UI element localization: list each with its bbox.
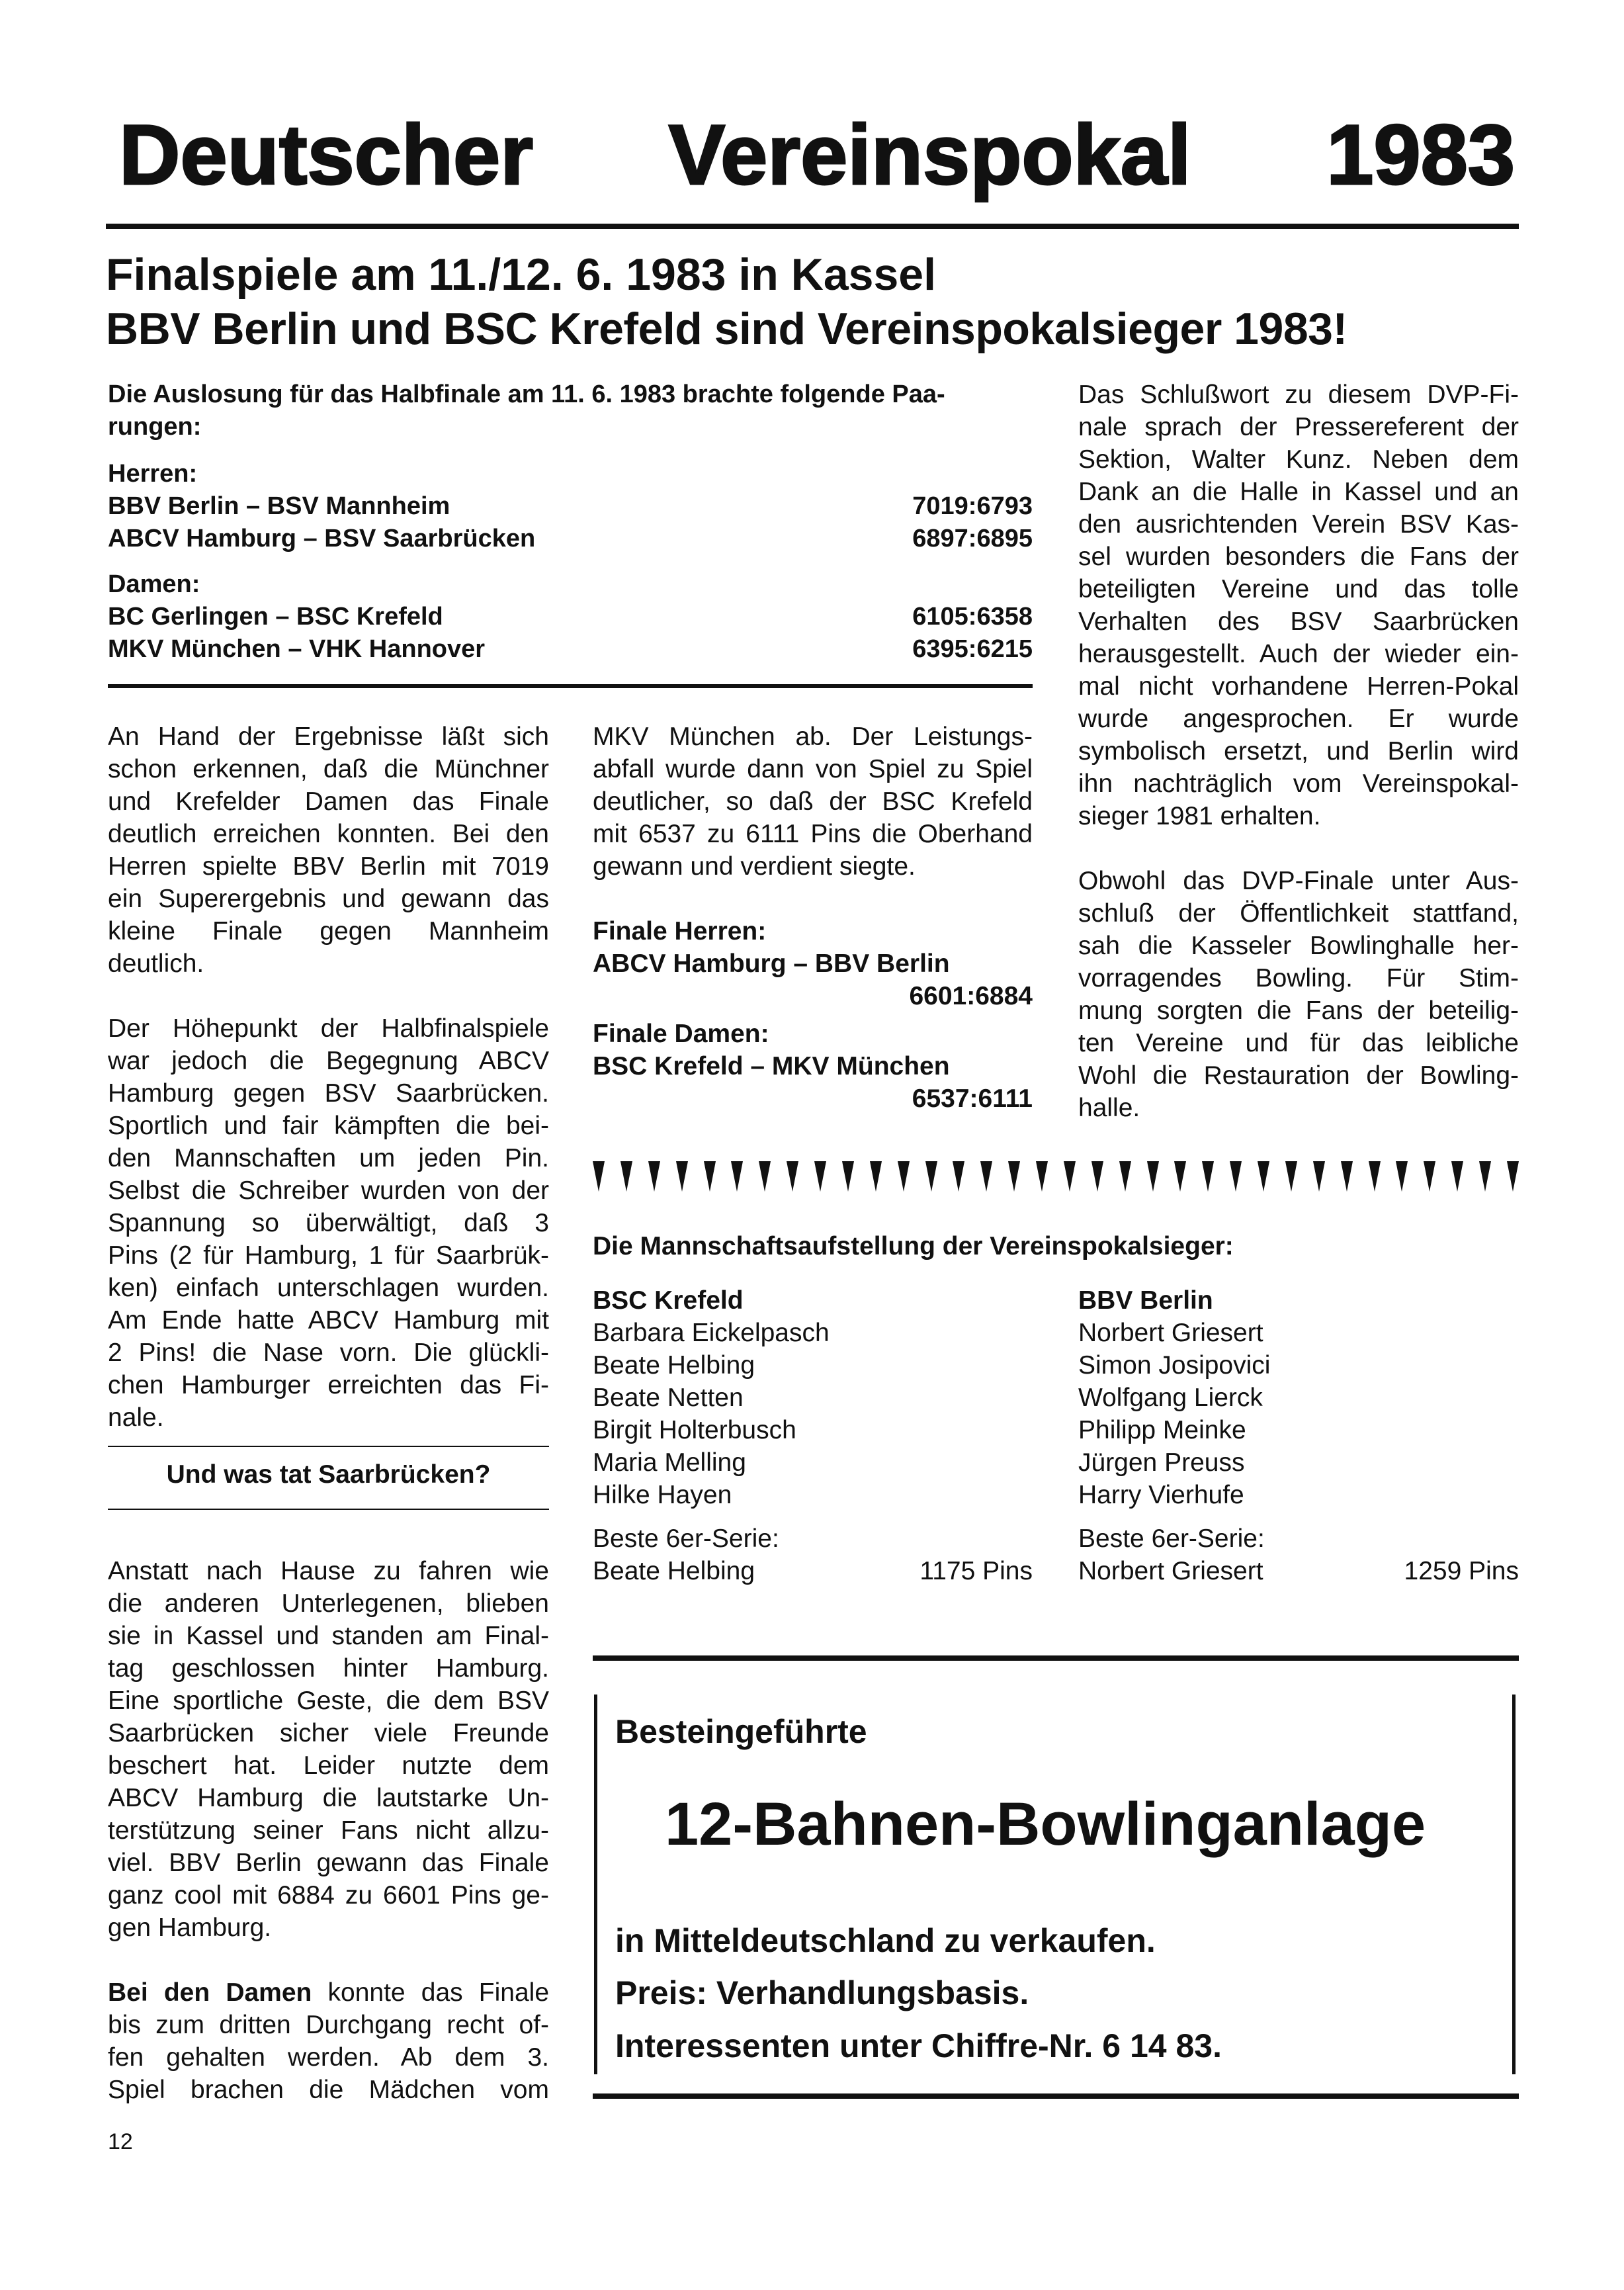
text-line: Sportlich und fair kämpften die bei- xyxy=(108,1112,549,1140)
chevron-icon xyxy=(1008,1161,1020,1192)
ad-rule-top xyxy=(593,1655,1519,1661)
ad-border-right xyxy=(1512,1695,1516,2074)
text-line: symbolisch ersetzt, und Berlin wird xyxy=(1078,737,1519,766)
text-line: sieger 1981 erhalten. xyxy=(1078,802,1321,830)
title-word: 1983 xyxy=(1326,108,1515,202)
chevron-icon xyxy=(1119,1161,1131,1192)
chevron-icon xyxy=(1091,1161,1103,1192)
chevron-icon xyxy=(1479,1161,1491,1192)
ad-border-left xyxy=(594,1695,597,2074)
text-line: mung sorgten die Fans der beteilig- xyxy=(1078,996,1519,1025)
text-line: die anderen Unterlegenen, blieben xyxy=(108,1589,549,1618)
draw-intro: Die Auslosung für das Halbfinale am 11. 6. 1983 brachte folgende Paa- xyxy=(108,380,945,408)
match: BC Gerlingen – BSC Krefeld xyxy=(108,603,443,631)
text-line: war jedoch die Begegnung ABCV xyxy=(108,1047,549,1075)
text-line: Der Höhepunkt der Halbfinalspiele xyxy=(108,1014,549,1043)
text-line: Selbst die Schreiber wurden von der xyxy=(108,1176,549,1205)
team-berlin xyxy=(1078,1284,1519,1587)
player: Hilke Hayen xyxy=(593,1481,732,1509)
team-name: BBV Berlin xyxy=(1078,1286,1213,1315)
chevron-icon xyxy=(620,1161,632,1192)
text-line: ten Vereine und für das leibliche xyxy=(1078,1029,1519,1057)
text-line: kleine Finale gegen Mannheim xyxy=(108,917,549,946)
chevron-icon xyxy=(759,1161,771,1192)
ad-line-4: Interessenten unter Chiffre-Nr. 6 14 83. xyxy=(615,2027,1222,2064)
player: Harry Vierhufe xyxy=(1078,1481,1244,1509)
chevron-icon xyxy=(704,1161,716,1192)
damen-label: Damen: xyxy=(108,570,200,598)
finale-herren-match: ABCV Hamburg – BBV Berlin xyxy=(593,949,950,978)
article-column-1 xyxy=(108,721,549,1434)
text-line: mit 6537 zu 6111 Pins die Oberhand xyxy=(593,820,1033,848)
chevron-icon xyxy=(953,1161,964,1192)
section-rule-top xyxy=(108,1446,549,1447)
text-line: tag geschlossen hinter Hamburg. xyxy=(108,1654,549,1683)
team-krefeld xyxy=(593,1284,1033,1587)
chevron-icon xyxy=(925,1161,937,1192)
text-line: den Mannschaften um jeden Pin. xyxy=(108,1144,549,1172)
ad-line-1: Besteingeführte xyxy=(615,1713,867,1750)
score: 7019:6793 xyxy=(912,492,1033,520)
player: Wolfgang Lierck xyxy=(1078,1384,1263,1412)
draw-row xyxy=(108,601,1033,633)
text-line: 2 Pins! die Nase vorn. Die glückli- xyxy=(108,1339,549,1367)
paragraphs xyxy=(108,1555,549,1944)
chevron-icon xyxy=(1147,1161,1159,1192)
player: Norbert Griesert xyxy=(1078,1319,1263,1347)
finale-herren-score: 6601:6884 xyxy=(909,982,1033,1010)
chevron-icon xyxy=(1451,1161,1463,1192)
text-line: mal nicht vorhandene Herren-Pokal xyxy=(1078,672,1519,701)
player: Maria Melling xyxy=(593,1448,746,1477)
text-line: Wohl die Restauration der Bowling- xyxy=(1078,1061,1519,1090)
finale-damen-score: 6537:6111 xyxy=(912,1084,1033,1113)
section-heading: Und was tat Saarbrücken? xyxy=(166,1460,491,1489)
best-pins: 1259 Pins xyxy=(1404,1557,1519,1585)
text: konnte das Finale xyxy=(312,1978,550,2007)
text-line: beschert hat. Leider nutzte dem xyxy=(108,1751,549,1780)
player: Simon Josipovici xyxy=(1078,1351,1271,1380)
finals-results xyxy=(593,915,1033,1115)
text-line: bis zum dritten Durchgang recht of- xyxy=(108,2011,549,2039)
chevron-icon xyxy=(814,1161,826,1192)
best-series-label: Beste 6er-Serie: xyxy=(1078,1524,1265,1553)
text-line: schon erkennen, daß die Münchner xyxy=(108,755,549,783)
player: Philipp Meinke xyxy=(1078,1416,1246,1444)
text-line: den ausrichtenden Verein BSV Kas- xyxy=(1078,510,1519,539)
text-line: Verhalten des BSV Saarbrücken xyxy=(1078,607,1519,636)
text-line: Anstatt nach Hause zu fahren wie xyxy=(108,1557,549,1585)
player: Barbara Eickelpasch xyxy=(593,1319,830,1347)
text-line: Saarbrücken sicher viele Freunde xyxy=(108,1719,549,1747)
chevron-icon xyxy=(1313,1161,1325,1192)
text-line: Herren spielte BBV Berlin mit 7019 xyxy=(108,852,549,881)
draw-row xyxy=(108,490,1033,523)
finale-herren-label: Finale Herren: xyxy=(593,917,767,946)
chevron-icon xyxy=(1396,1161,1408,1192)
title-rule xyxy=(106,224,1519,229)
text-line: terstützung seiner Fans nicht allzu- xyxy=(108,1816,549,1845)
text-line: halle. xyxy=(1078,1094,1140,1122)
text-line: sel wurden besonders die Fans der xyxy=(1078,543,1519,571)
text-line: vorragendes Bowling. Für Stim- xyxy=(1078,964,1519,992)
chevron-icon xyxy=(1341,1161,1353,1192)
chevron-icon xyxy=(1285,1161,1297,1192)
paragraphs xyxy=(593,721,1033,883)
score: 6105:6358 xyxy=(912,603,1033,631)
ad-line-3: Preis: Verhandlungsbasis. xyxy=(615,1974,1029,2011)
text-line: chen Hamburger erreichten das Fi- xyxy=(108,1371,549,1399)
subtitle-line-2: BBV Berlin und BSC Krefeld sind Vereinspokalsieger 1983! xyxy=(106,304,1347,354)
chevron-icon xyxy=(870,1161,882,1192)
best-player: Norbert Griesert xyxy=(1078,1557,1263,1585)
chevron-icon xyxy=(731,1161,743,1192)
team-name: BSC Krefeld xyxy=(593,1286,744,1315)
draw-intro: rungen: xyxy=(108,413,202,441)
best-pins: 1175 Pins xyxy=(919,1557,1033,1585)
article-column-2 xyxy=(593,721,1033,1115)
semifinal-draw xyxy=(108,378,1033,666)
finale-damen-match: BSC Krefeld – MKV München xyxy=(593,1052,950,1080)
chevron-icon xyxy=(1424,1161,1435,1192)
text-line: gen Hamburg. xyxy=(108,1914,272,1942)
best-player: Beate Helbing xyxy=(593,1557,755,1585)
text-line: herausgestellt. Auch der wieder ein- xyxy=(1078,640,1519,668)
match: MKV München – VHK Hannover xyxy=(108,635,486,663)
chevron-icon xyxy=(1258,1161,1269,1192)
chevron-icon xyxy=(676,1161,688,1192)
player: Beate Helbing xyxy=(593,1351,755,1380)
text-line: wurde angesprochen. Er wurde xyxy=(1078,705,1519,733)
text-line: Spiel brachen die Mädchen vom xyxy=(108,2076,549,2104)
title-word: Deutscher xyxy=(119,108,533,202)
chevron-icon xyxy=(1036,1161,1048,1192)
draw-rule xyxy=(108,684,1033,688)
page-title xyxy=(119,106,1515,205)
text-line: ihn nachträglich vom Vereinspokal- xyxy=(1078,770,1519,798)
draw-row xyxy=(108,523,1033,555)
chevron-icon xyxy=(648,1161,660,1192)
chevron-icon xyxy=(787,1161,798,1192)
score: 6395:6215 xyxy=(912,635,1033,663)
title-word: Vereinspokal xyxy=(668,108,1191,202)
ad-line-2: in Mitteldeutschland zu verkaufen. xyxy=(615,1922,1156,1959)
text-line: Obwohl das DVP-Finale unter Aus- xyxy=(1078,867,1519,895)
text-line xyxy=(108,1976,549,2009)
ad-rule-bottom xyxy=(593,2093,1519,2099)
chevron-icon xyxy=(1507,1161,1519,1192)
text-line: sie in Kassel und standen am Final- xyxy=(108,1622,549,1650)
article-column-1b xyxy=(108,1555,549,2106)
paragraphs xyxy=(1078,378,1519,1124)
text-line: nale. xyxy=(108,1403,164,1432)
text-line: deutlicher, so daß der BSC Krefeld xyxy=(593,787,1033,816)
chevron-icon xyxy=(980,1161,992,1192)
section-rule-bottom xyxy=(108,1509,549,1510)
text-line: schluß der Öffentlichkeit stattfand, xyxy=(1078,899,1519,928)
text-line: deutlich. xyxy=(108,949,204,978)
text-line: Sektion, Walter Kunz. Neben dem xyxy=(1078,445,1519,474)
chevron-icon xyxy=(1369,1161,1381,1192)
paragraphs xyxy=(108,721,549,1434)
score: 6897:6895 xyxy=(912,525,1033,552)
text-line: und Krefelder Damen das Finale xyxy=(108,787,549,816)
player: Birgit Holterbusch xyxy=(593,1416,796,1444)
text-line: nale sprach der Pressereferent der xyxy=(1078,413,1519,441)
text-line: abfall wurde dann von Spiel zu Spiel xyxy=(593,755,1033,783)
page-number: 12 xyxy=(108,2129,133,2154)
text-line: Am Ende hatte ABCV Hamburg mit xyxy=(108,1306,549,1335)
player: Beate Netten xyxy=(593,1384,744,1412)
chevron-icon xyxy=(1230,1161,1242,1192)
chevron-icon xyxy=(593,1161,605,1192)
text-line: An Hand der Ergebnisse läßt sich xyxy=(108,723,549,751)
text-line: sah die Kasseler Bowlinghalle her- xyxy=(1078,932,1519,960)
match: BBV Berlin – BSV Mannheim xyxy=(108,492,450,520)
text-line: deutlich erreichen konnten. Bei den xyxy=(108,820,549,848)
text-line: ganz cool mit 6884 zu 6601 Pins ge- xyxy=(108,1881,549,1910)
text-line: ken) einfach unterschlagen wurden. xyxy=(108,1274,549,1302)
draw-row xyxy=(108,633,1033,666)
chevron-icon xyxy=(1174,1161,1186,1192)
best-series-label: Beste 6er-Serie: xyxy=(593,1524,779,1553)
text-line: ein Superergebnis und gewann das xyxy=(108,885,549,913)
text-line: Hamburg gegen BSV Saarbrücken. xyxy=(108,1079,549,1108)
chevron-icon xyxy=(898,1161,910,1192)
text-line: Eine sportliche Geste, die dem BSV xyxy=(108,1687,549,1715)
chevron-icon xyxy=(1064,1161,1076,1192)
ad-headline: 12-Bahnen-Bowlinganlage xyxy=(665,1790,1426,1858)
text-line: Spannung so überwältigt, daß 3 xyxy=(108,1209,549,1237)
subtitle-line-1: Finalspiele am 11./12. 6. 1983 in Kassel xyxy=(106,249,936,300)
bold-phrase: Bei den Damen xyxy=(108,1978,312,2007)
text-line: Pins (2 für Hamburg, 1 für Saarbrük- xyxy=(108,1241,549,1270)
article-column-3 xyxy=(1078,378,1519,1124)
text-line: gewann und verdient siegte. xyxy=(593,852,916,881)
finale-damen-label: Finale Damen: xyxy=(593,1020,769,1048)
text-line: ABCV Hamburg die lautstarke Un- xyxy=(108,1784,549,1812)
text-line: beteiligten Vereine und das tolle xyxy=(1078,575,1519,603)
text-line: viel. BBV Berlin gewann das Finale xyxy=(108,1849,549,1877)
player: Jürgen Preuss xyxy=(1078,1448,1245,1477)
text-line: Das Schlußwort zu diesem DVP-Fi- xyxy=(1078,380,1519,409)
chevron-icon xyxy=(1202,1161,1214,1192)
match: ABCV Hamburg – BSV Saarbrücken xyxy=(108,525,536,552)
lineup-heading: Die Mannschaftsaufstellung der Vereinspokalsieger: xyxy=(593,1232,1234,1260)
text-line: Dank an die Halle in Kassel und an xyxy=(1078,478,1519,506)
text-line: fen gehalten werden. Ab dem 3. xyxy=(108,2043,549,2072)
text-line: MKV München ab. Der Leistungs- xyxy=(593,723,1033,751)
chevron-icon xyxy=(842,1161,854,1192)
herren-label: Herren: xyxy=(108,460,198,488)
